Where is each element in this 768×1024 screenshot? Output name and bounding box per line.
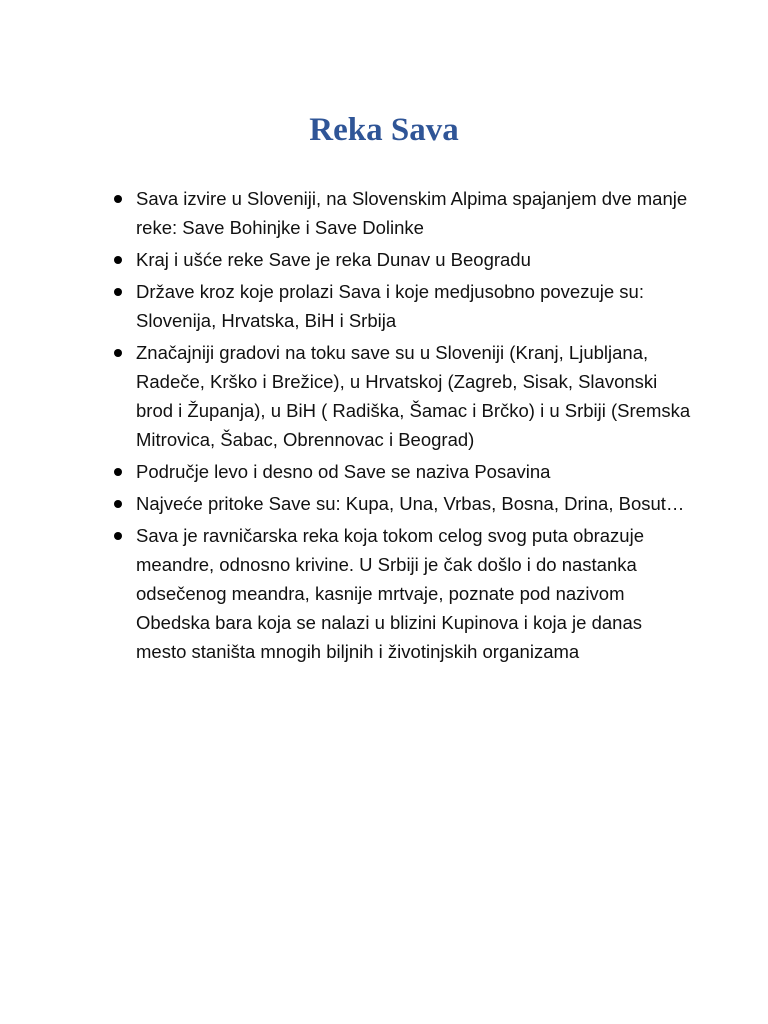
bullet-list <box>112 184 692 669</box>
bullet-icon <box>114 500 122 508</box>
list-item <box>112 489 692 518</box>
bullet-icon <box>114 195 122 203</box>
list-item-text: Područje levo i desno od Save se naziva Posavina <box>136 461 551 482</box>
list-item <box>112 245 692 274</box>
bullet-icon <box>114 256 122 264</box>
bullet-icon <box>114 288 122 296</box>
bullet-icon <box>114 349 122 357</box>
list-item-text: Države kroz koje prolazi Sava i koje medjusobno povezuje su: Slovenija, Hrvatska, BiH i Srbija <box>136 281 644 331</box>
document-title: Reka Sava <box>309 112 459 148</box>
list-item-text: Najveće pritoke Save su: Kupa, Una, Vrbas, Bosna, Drina, Bosut… <box>136 493 685 514</box>
bullet-icon <box>114 532 122 540</box>
list-item-text: Kraj i ušće reke Save je reka Dunav u Beogradu <box>136 249 531 270</box>
list-item <box>112 277 692 335</box>
list-item-text: Sava je ravničarska reka koja tokom celog svog puta obrazuje meandre, odnosno krivine. U Srbiji je čak došlo i do nastanka odsečenog meandra, kasnije mrtvaje, poznate pod nazivom Obedska bara koja se nalazi u blizini Kupinova i koja je danas mesto staništa mnogih biljnih i životinjskih organizama <box>136 525 644 662</box>
list-item <box>112 521 692 666</box>
list-item <box>112 457 692 486</box>
list-item <box>112 184 692 242</box>
list-item <box>112 338 692 454</box>
list-item-text: Sava izvire u Sloveniji, na Slovenskim Alpima spajanjem dve manje reke: Save Bohinjke i Save Dolinke <box>136 188 688 238</box>
list-item-text: Značajniji gradovi na toku save su u Sloveniji (Kranj, Ljubljana, Radeče, Krško i Brežice), u Hrvatskoj (Zagreb, Sisak, Slavonski brod i Županja), u BiH ( Radiška, Šamac i Brčko) i u Srbiji (Sremska Mitrovica, Šabac, Obrennovac i Beograd) <box>136 342 691 450</box>
bullet-icon <box>114 468 122 476</box>
